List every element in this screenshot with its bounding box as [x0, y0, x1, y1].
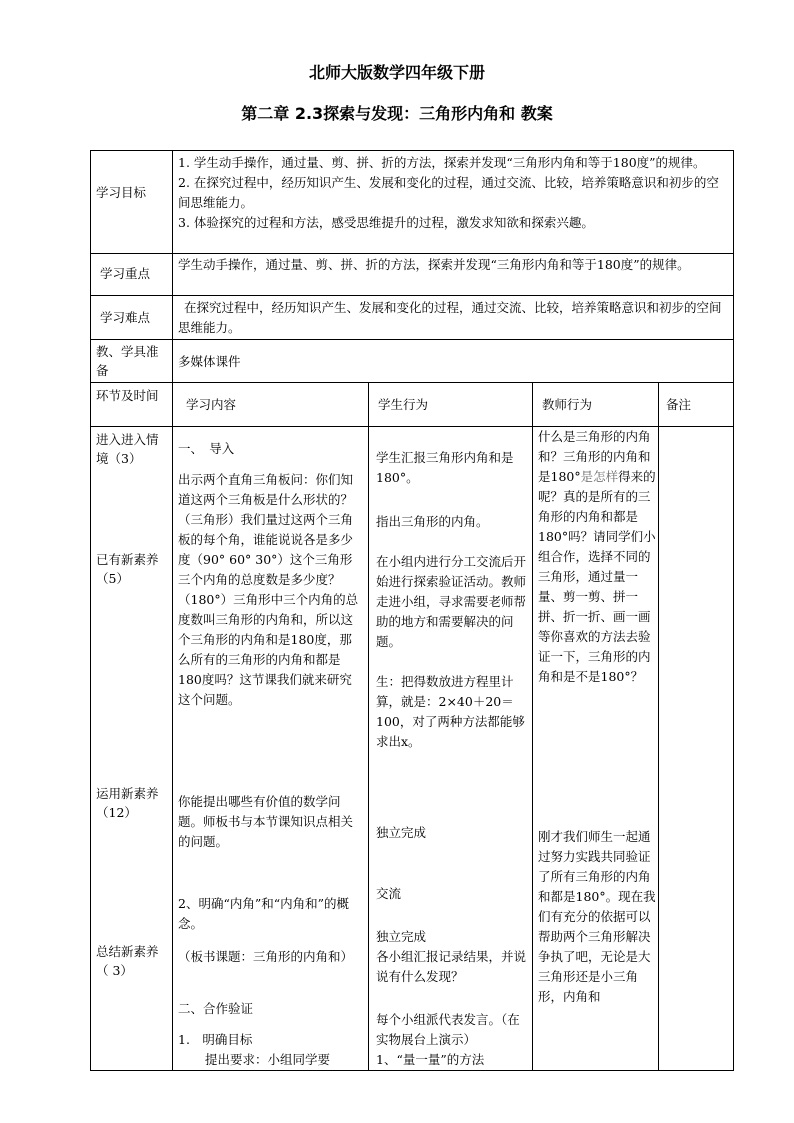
board-text: （板书课题：三角形的内角和） [178, 949, 354, 964]
header-stage: 环节及时间 [96, 388, 159, 403]
verify-heading: 二、合作验证 [178, 1001, 254, 1016]
goal-item: 1. 学生动手操作，通过量、剪、拼、折的方法，探索并发现“三角形内角和等于180度”的规律。 [178, 155, 706, 170]
tools-label: 教、学具准备 [96, 344, 159, 378]
student-action: 交流 [376, 886, 402, 901]
teacher-text: 什么是三角形的内角和？三角形的内角和是180° [538, 429, 651, 484]
student-action: 指出三角形的内角。 [376, 514, 489, 529]
goal-step: 1. 明确目标 [178, 1032, 253, 1047]
intro-text: 出示两个直角三角板问：你们知道这两个三角板是什么形状的？（三角形）我们量过这两个三角板的每个角，谁能说说各是多少度（90° 60° 30°）这个三角形三个内角的总度数是多少度？（180°）三角形中三个内角的总度数叫三角形的内角和，所以这个三角形的内角和是180度，那么所有的三角形的内角和都是180度吗？这节课我们就来研究这个问题。 [178, 472, 359, 707]
goal-item: 2. 在探究过程中，经历知识产生、发展和变化的过程，通过交流、比较，培养策略意识和初步的空间思维能力。 [178, 175, 719, 210]
student-action: 每个小组派代表发言。（在实物展台上演示） [376, 1012, 520, 1047]
student-action: 在小组内进行分工交流后开始进行探索验证活动。教师走进小组，寻求需要老师帮助的地方和需要解决的问题。 [376, 554, 527, 649]
row-divider [90, 253, 734, 254]
stage-item: 运用新素养（12） [96, 786, 159, 820]
teacher-text-gray: 是怎样 [580, 469, 619, 484]
require-text: 提出要求：小组同学要 [205, 1052, 331, 1067]
student-action: 生：把得数放进方程里计算，就是：2×40＋20＝100，对了两种方法都能够求出x。 [376, 674, 525, 749]
table-border-bottom [90, 1070, 734, 1071]
row-divider [90, 339, 734, 340]
teacher-text: 得来的呢？真的是所有的三角形的内角和都是180°吗？请同学们小组合作，选择不同的三角形，通过量一量、剪一剪、拼一拼、折一折、画一画等你喜欢的方法去验证一下，三角形的内角和是不是180°？ [538, 469, 656, 684]
table-border-right [733, 150, 734, 1071]
table-border-left [90, 150, 91, 1071]
row-divider [90, 382, 734, 383]
student-action: 各小组汇报记录结果，并说说有什么发现？ [376, 949, 527, 984]
stage-item: 已有新素养（5） [96, 552, 159, 586]
document-title: 北师大版数学四年级下册 [308, 63, 485, 82]
stage-item: 总结新素养（ 3） [96, 944, 159, 978]
student-action: 独立完成 [376, 825, 427, 840]
lesson-title: 第二章 2.3探索与发现：三角形内角和 教案 [241, 104, 553, 123]
intro-heading: 一、 导入 [178, 441, 235, 456]
student-action: 1、“量一量”的方法 [376, 1052, 485, 1067]
teacher-action: 刚才我们师生一起通过努力实践共同验证了所有三角形的内角和都是180°。现在我们有充分的依据可以帮助两个三角形解决争执了吧，无论是大三角形还是小三角形，内角和 [538, 829, 656, 1004]
header-student: 学生行为 [378, 397, 429, 412]
col-divider [172, 150, 173, 1071]
stage-item: 进入进入情境（3） [96, 432, 159, 466]
key-points-content: 学生动手操作，通过量、剪、拼、折的方法，探索并发现“三角形内角和等于180度”的规律。 [178, 257, 690, 272]
clarify-text: 2、明确“内角”和“内角和”的概念。 [178, 896, 350, 931]
col-divider [532, 382, 533, 1071]
difficulties-label: 学习难点 [100, 310, 151, 325]
questions-text: 你能提出哪些有价值的数学问题。师板书与本节课知识点相关的问题。 [178, 794, 354, 849]
lesson-plan-table [90, 150, 734, 1071]
teacher-action [538, 427, 656, 687]
difficulties-content: 在探究过程中，经历知识产生、发展和变化的过程，通过交流、比较，培养策略意识和初步的空间思维能力。 [178, 300, 722, 335]
goals-content [178, 153, 728, 233]
key-points-label: 学习重点 [100, 266, 151, 281]
student-action: 独立完成 [376, 929, 427, 944]
header-content: 学习内容 [186, 397, 237, 412]
col-divider [658, 382, 659, 1071]
col-divider [368, 382, 369, 1071]
goal-item: 3. 体验探究的过程和方法，感受思维提升的过程，激发求知欲和探索兴趣。 [178, 215, 594, 230]
header-teacher: 教师行为 [542, 397, 593, 412]
tools-content: 多媒体课件 [178, 354, 241, 369]
goals-label: 学习目标 [96, 185, 147, 200]
table-border-top [90, 150, 734, 151]
header-notes: 备注 [666, 397, 692, 412]
student-action: 学生汇报三角形内角和是180°。 [376, 450, 514, 485]
row-divider [90, 295, 734, 296]
